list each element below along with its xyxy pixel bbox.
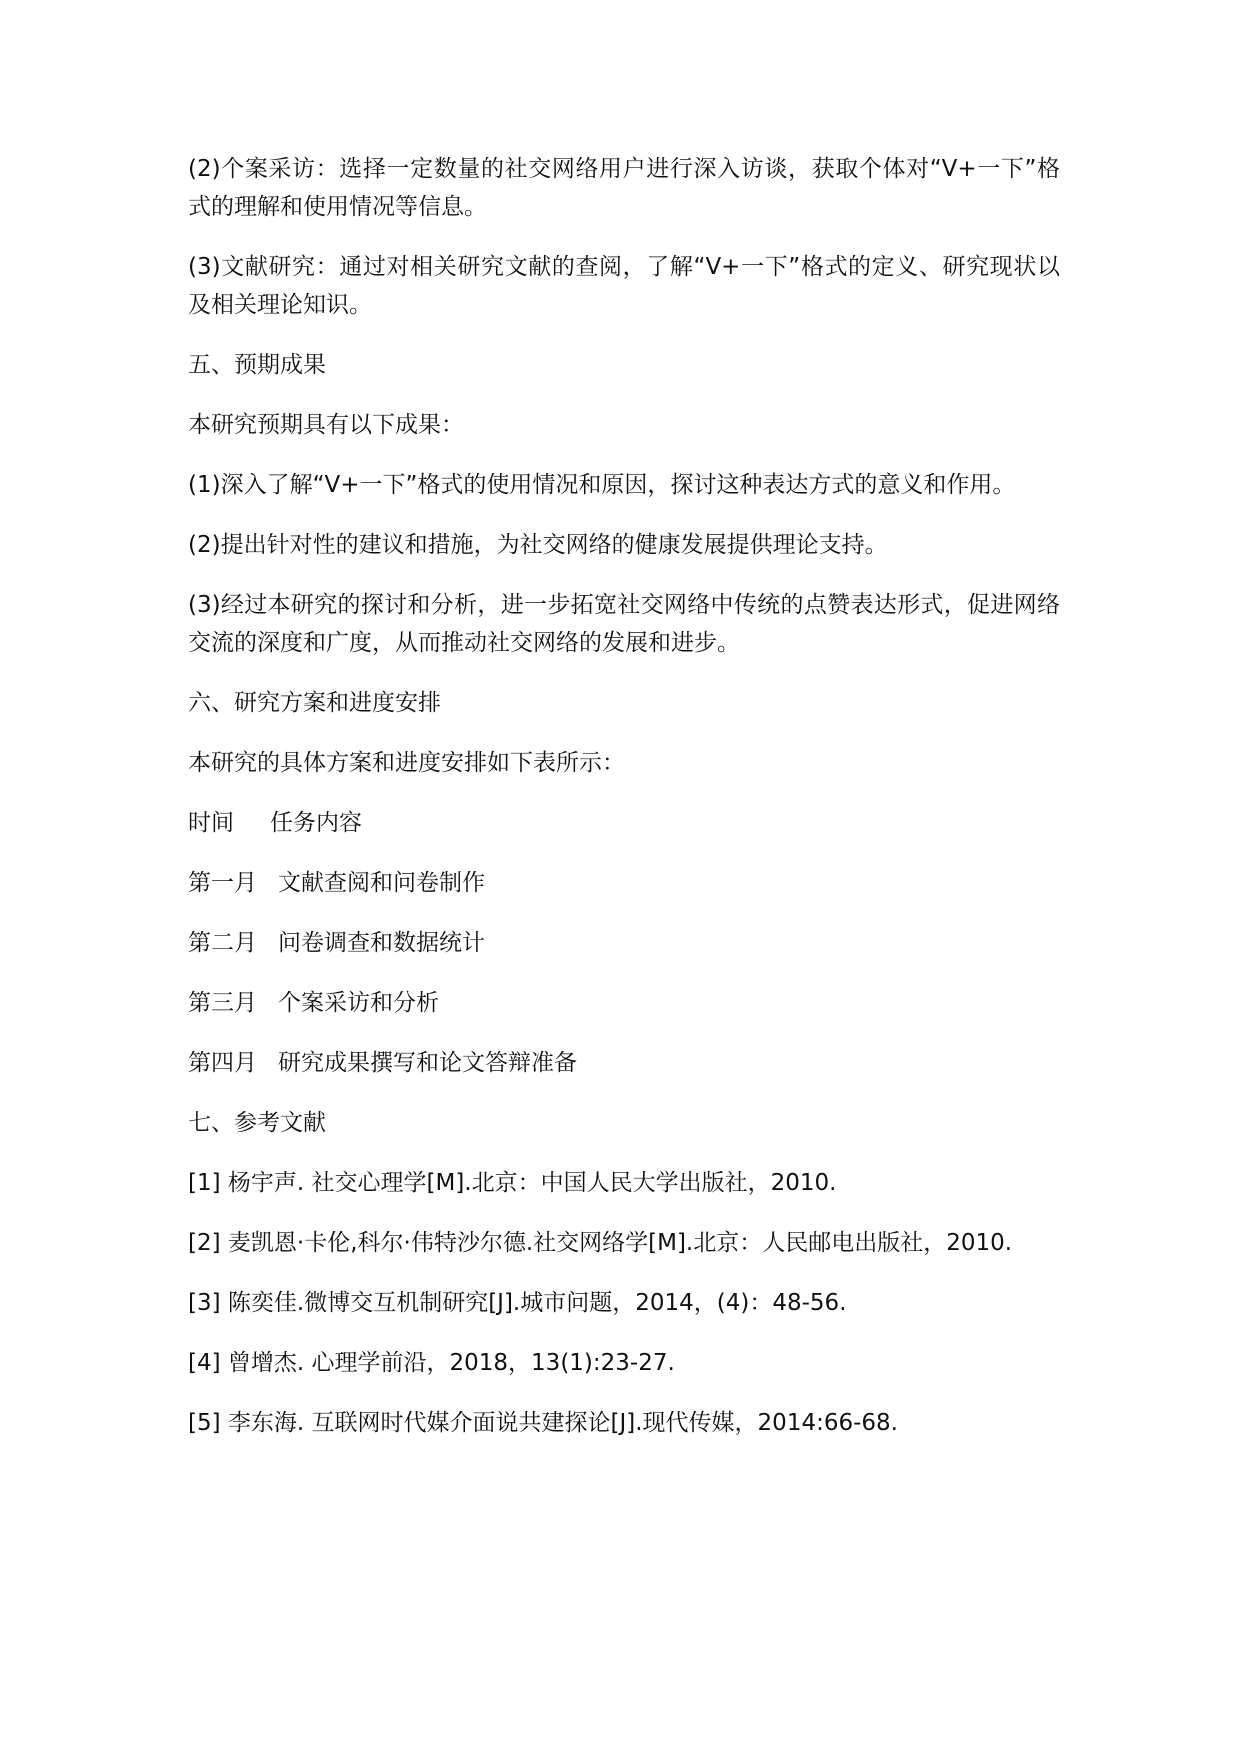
schedule-table-row — [188, 924, 1060, 962]
schedule-table-row — [188, 984, 1060, 1022]
schedule-cell-time: 第一月 — [188, 870, 257, 896]
reference-item: [3] 陈奕佳.微博交互机制研究[J].城市问题，2014，(4)：48-56. — [188, 1290, 847, 1316]
schedule-cell-task: 问卷调查和数据统计 — [278, 930, 485, 956]
expected-results-intro: 本研究预期具有以下成果： — [188, 412, 464, 438]
section-heading-references: 七、参考文献 — [188, 1110, 326, 1136]
schedule-table-header — [188, 804, 1060, 842]
schedule-table-row — [188, 864, 1060, 902]
plan-schedule-intro: 本研究的具体方案和进度安排如下表所示： — [188, 750, 625, 776]
reference-item: [1] 杨宇声. 社交心理学[M].北京：中国人民大学出版社，2010. — [188, 1170, 837, 1196]
schedule-cell-task: 个案采访和分析 — [278, 990, 439, 1016]
section-heading-plan-schedule: 六、研究方案和进度安排 — [188, 690, 441, 716]
reference-item: [4] 曾增杰. 心理学前沿，2018，13(1):23-27. — [188, 1350, 675, 1376]
schedule-cell-time: 第四月 — [188, 1050, 257, 1076]
document-body — [188, 150, 1060, 1464]
reference-item: [2] 麦凯恩·卡伦,科尔·伟特沙尔德.社交网络学[M].北京：人民邮电出版社，2010. — [188, 1230, 1013, 1256]
schedule-cell-task: 文献查阅和问卷制作 — [278, 870, 485, 896]
expected-result-item: (2)提出针对性的建议和措施，为社交网络的健康发展提供理论支持。 — [188, 532, 888, 558]
schedule-header-task: 任务内容 — [270, 810, 362, 836]
schedule-header-time: 时间 — [188, 810, 234, 836]
schedule-cell-time: 第二月 — [188, 930, 257, 956]
schedule-cell-time: 第三月 — [188, 990, 257, 1016]
expected-result-item: (3)经过本研究的探讨和分析，进一步拓宽社交网络中传统的点赞表达形式，促进网络交流的深度和广度，从而推动社交网络的发展和进步。 — [188, 592, 1060, 656]
expected-result-item: (1)深入了解“V+一下”格式的使用情况和原因，探讨这种表达方式的意义和作用。 — [188, 472, 1016, 498]
reference-item: [5] 李东海. 互联网时代媒介面说共建探论[J].现代传媒，2014:66-68. — [188, 1410, 898, 1436]
schedule-cell-task: 研究成果撰写和论文答辩准备 — [278, 1050, 577, 1076]
paragraph-literature-research: (3)文献研究：通过对相关研究文献的查阅，了解“V+一下”格式的定义、研究现状以及相关理论知识。 — [188, 254, 1060, 318]
schedule-table-row — [188, 1044, 1060, 1082]
section-heading-expected-results: 五、预期成果 — [188, 352, 326, 378]
paragraph-case-interview: (2)个案采访：选择一定数量的社交网络用户进行深入访谈，获取个体对“V+一下”格式的理解和使用情况等信息。 — [188, 156, 1060, 220]
